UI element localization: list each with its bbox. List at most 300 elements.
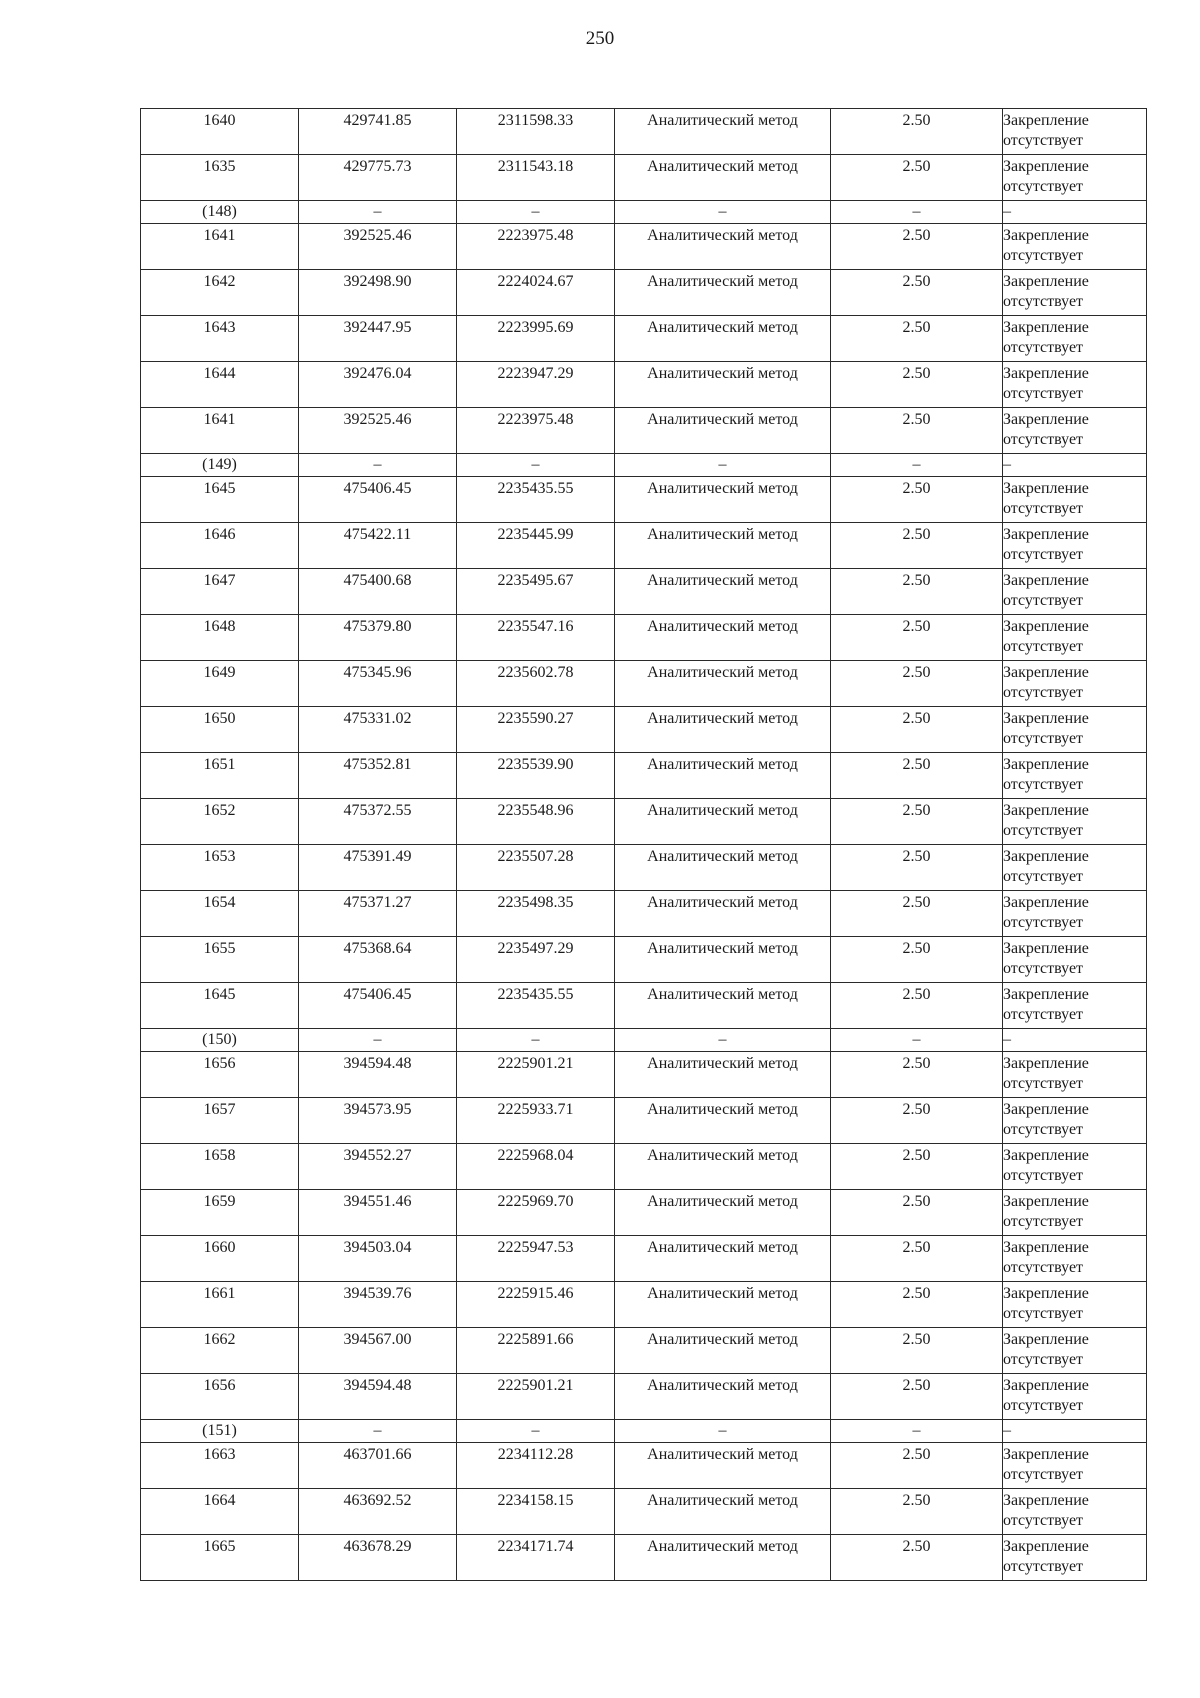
fixation-line-2: отсутствует [1003,1167,1084,1184]
coord-y-cell: 2225947.53 [457,1236,615,1282]
fixation-cell [1003,155,1147,201]
coord-y-cell: 2235495.67 [457,569,615,615]
table-row [141,155,1147,201]
fixation-line-2: отсутствует [1003,638,1084,655]
coord-x-cell: – [299,454,457,477]
fixation-line-1: Закрепление [1003,986,1089,1003]
fixation-line-1: Закрепление [1003,1055,1089,1072]
fixation-line-1: Закрепление [1003,1147,1089,1164]
fixation-line-2: отсутствует [1003,914,1084,931]
point-number-cell: 1641 [141,408,299,454]
accuracy-cell: 2.50 [831,1489,1003,1535]
fixation-cell [1003,224,1147,270]
table-row [141,983,1147,1029]
fixation-cell [1003,1029,1147,1052]
method-cell: Аналитический метод [615,937,831,983]
fixation-line-1: Закрепление [1003,940,1089,957]
table-row [141,1443,1147,1489]
method-cell: Аналитический метод [615,1190,831,1236]
fixation-cell [1003,1190,1147,1236]
point-number-cell: 1660 [141,1236,299,1282]
coord-x-cell: 463701.66 [299,1443,457,1489]
coord-x-cell: 475331.02 [299,707,457,753]
table-row [141,523,1147,569]
fixation-line-1: Закрепление [1003,1239,1089,1256]
coord-y-cell: 2224024.67 [457,270,615,316]
accuracy-cell: 2.50 [831,1374,1003,1420]
fixation-line-1: Закрепление [1003,710,1089,727]
method-cell: Аналитический метод [615,1374,831,1420]
fixation-cell [1003,201,1147,224]
point-number-cell: (150) [141,1029,299,1052]
table-row [141,937,1147,983]
accuracy-cell: 2.50 [831,1535,1003,1581]
fixation-line-2: отсутствует [1003,500,1084,517]
coord-x-cell: 429775.73 [299,155,457,201]
fixation-cell [1003,270,1147,316]
method-cell: Аналитический метод [615,1052,831,1098]
coord-y-cell: 2223975.48 [457,224,615,270]
coord-x-cell: – [299,1029,457,1052]
fixation-line-1: – [1003,1031,1011,1048]
fixation-cell [1003,477,1147,523]
accuracy-cell: 2.50 [831,408,1003,454]
point-number-cell: 1647 [141,569,299,615]
fixation-line-2: отсутствует [1003,178,1084,195]
point-number-cell: 1656 [141,1374,299,1420]
accuracy-cell: 2.50 [831,983,1003,1029]
fixation-cell [1003,1144,1147,1190]
fixation-line-1: Закрепление [1003,227,1089,244]
point-number-cell: 1653 [141,845,299,891]
fixation-line-1: Закрепление [1003,1492,1089,1509]
table-row [141,1489,1147,1535]
fixation-line-1: Закрепление [1003,112,1089,129]
fixation-cell [1003,753,1147,799]
coord-y-cell: 2225968.04 [457,1144,615,1190]
fixation-line-1: Закрепление [1003,618,1089,635]
coord-x-cell: 475422.11 [299,523,457,569]
point-number-cell: 1645 [141,477,299,523]
method-cell: Аналитический метод [615,109,831,155]
method-cell: Аналитический метод [615,661,831,707]
point-number-cell: 1658 [141,1144,299,1190]
method-cell: Аналитический метод [615,1535,831,1581]
coord-x-cell: 475406.45 [299,983,457,1029]
method-cell: Аналитический метод [615,569,831,615]
point-number-cell: 1652 [141,799,299,845]
table-row [141,661,1147,707]
accuracy-cell: 2.50 [831,477,1003,523]
accuracy-cell: 2.50 [831,799,1003,845]
coordinates-table [140,108,1147,1581]
fixation-line-2: отсутствует [1003,1466,1084,1483]
coord-x-cell: 394567.00 [299,1328,457,1374]
coord-y-cell: – [457,1029,615,1052]
fixation-line-1: Закрепление [1003,1538,1089,1555]
method-cell: – [615,1420,831,1443]
point-number-cell: (148) [141,201,299,224]
fixation-line-2: отсутствует [1003,868,1084,885]
coord-x-cell: 475372.55 [299,799,457,845]
table-row [141,1328,1147,1374]
table-row [141,224,1147,270]
fixation-cell [1003,983,1147,1029]
fixation-cell [1003,362,1147,408]
point-number-cell: 1654 [141,891,299,937]
coord-x-cell: 463692.52 [299,1489,457,1535]
fixation-cell [1003,1374,1147,1420]
coord-x-cell: 392476.04 [299,362,457,408]
method-cell: – [615,201,831,224]
accuracy-cell: 2.50 [831,224,1003,270]
accuracy-cell: 2.50 [831,1328,1003,1374]
accuracy-cell: 2.50 [831,753,1003,799]
point-number-cell: 1655 [141,937,299,983]
fixation-cell [1003,845,1147,891]
coord-y-cell: 2235547.16 [457,615,615,661]
coord-x-cell: 392525.46 [299,224,457,270]
fixation-cell [1003,661,1147,707]
method-cell: Аналитический метод [615,615,831,661]
coord-x-cell: 463678.29 [299,1535,457,1581]
coord-y-cell: 2235498.35 [457,891,615,937]
method-cell: Аналитический метод [615,845,831,891]
table-row [141,1282,1147,1328]
method-cell: Аналитический метод [615,270,831,316]
fixation-line-2: отсутствует [1003,1558,1084,1575]
coord-x-cell: 475368.64 [299,937,457,983]
coord-y-cell: 2234112.28 [457,1443,615,1489]
fixation-line-1: Закрепление [1003,1446,1089,1463]
coord-y-cell: 2235590.27 [457,707,615,753]
fixation-cell [1003,523,1147,569]
table-row [141,316,1147,362]
accuracy-cell: 2.50 [831,523,1003,569]
coord-y-cell: 2225915.46 [457,1282,615,1328]
coord-y-cell: 2235435.55 [457,983,615,1029]
accuracy-cell: 2.50 [831,1144,1003,1190]
accuracy-cell: 2.50 [831,615,1003,661]
point-number-cell: 1662 [141,1328,299,1374]
table-row [141,1052,1147,1098]
fixation-line-2: отсутствует [1003,339,1084,356]
coord-y-cell: 2223995.69 [457,316,615,362]
point-number-cell: 1656 [141,1052,299,1098]
accuracy-cell: – [831,1029,1003,1052]
table-row [141,1144,1147,1190]
fixation-line-1: – [1003,456,1011,473]
coord-x-cell: 394503.04 [299,1236,457,1282]
method-cell: Аналитический метод [615,408,831,454]
table-row [141,1190,1147,1236]
fixation-line-1: Закрепление [1003,365,1089,382]
coord-y-cell: 2225901.21 [457,1374,615,1420]
coord-y-cell: 2223975.48 [457,408,615,454]
coord-x-cell: 475345.96 [299,661,457,707]
point-number-cell: 1651 [141,753,299,799]
fixation-line-1: Закрепление [1003,802,1089,819]
table-row [141,1236,1147,1282]
fixation-line-1: Закрепление [1003,848,1089,865]
accuracy-cell: 2.50 [831,661,1003,707]
method-cell: Аналитический метод [615,1144,831,1190]
fixation-cell [1003,316,1147,362]
fixation-cell [1003,891,1147,937]
point-number-cell: (149) [141,454,299,477]
method-cell: Аналитический метод [615,983,831,1029]
accuracy-cell: – [831,454,1003,477]
coord-y-cell: – [457,201,615,224]
fixation-line-2: отсутствует [1003,1351,1084,1368]
coord-x-cell: 475379.80 [299,615,457,661]
method-cell: Аналитический метод [615,316,831,362]
fixation-cell [1003,615,1147,661]
fixation-cell [1003,569,1147,615]
table-row [141,891,1147,937]
fixation-line-2: отсутствует [1003,385,1084,402]
contour-header-row [141,201,1147,224]
accuracy-cell: 2.50 [831,316,1003,362]
method-cell: Аналитический метод [615,1282,831,1328]
method-cell: – [615,1029,831,1052]
coord-y-cell: 2235548.96 [457,799,615,845]
fixation-line-2: отсутствует [1003,1121,1084,1138]
fixation-cell [1003,408,1147,454]
coord-x-cell: 394551.46 [299,1190,457,1236]
fixation-line-1: Закрепление [1003,273,1089,290]
fixation-cell [1003,1535,1147,1581]
coord-y-cell: 2235445.99 [457,523,615,569]
table-row [141,615,1147,661]
point-number-cell: 1650 [141,707,299,753]
table-row [141,753,1147,799]
fixation-line-2: отсутствует [1003,546,1084,563]
point-number-cell: 1645 [141,983,299,1029]
coord-y-cell: 2311598.33 [457,109,615,155]
table-row [141,569,1147,615]
coord-y-cell: 2225891.66 [457,1328,615,1374]
fixation-cell [1003,1052,1147,1098]
fixation-line-1: Закрепление [1003,480,1089,497]
fixation-cell [1003,1236,1147,1282]
fixation-line-2: отсутствует [1003,730,1084,747]
accuracy-cell: 2.50 [831,707,1003,753]
coord-y-cell: 2225969.70 [457,1190,615,1236]
method-cell: Аналитический метод [615,224,831,270]
method-cell: Аналитический метод [615,362,831,408]
coord-x-cell: – [299,201,457,224]
fixation-line-1: Закрепление [1003,1193,1089,1210]
fixation-cell [1003,799,1147,845]
table-row [141,109,1147,155]
point-number-cell: 1635 [141,155,299,201]
fixation-line-2: отсутствует [1003,592,1084,609]
page-number: 250 [585,28,615,49]
table-row [141,362,1147,408]
accuracy-cell: 2.50 [831,270,1003,316]
fixation-line-2: отсутствует [1003,822,1084,839]
fixation-line-2: отсутствует [1003,431,1084,448]
method-cell: Аналитический метод [615,1328,831,1374]
fixation-cell [1003,1489,1147,1535]
fixation-line-1: Закрепление [1003,158,1089,175]
fixation-line-2: отсутствует [1003,1512,1084,1529]
coord-y-cell: 2235507.28 [457,845,615,891]
accuracy-cell: 2.50 [831,1282,1003,1328]
coord-x-cell: 475391.49 [299,845,457,891]
point-number-cell: 1641 [141,224,299,270]
fixation-line-1: Закрепление [1003,1101,1089,1118]
fixation-line-1: Закрепление [1003,664,1089,681]
fixation-cell [1003,454,1147,477]
fixation-line-2: отсутствует [1003,132,1084,149]
point-number-cell: 1643 [141,316,299,362]
point-number-cell: 1663 [141,1443,299,1489]
coord-x-cell: – [299,1420,457,1443]
point-number-cell: 1648 [141,615,299,661]
fixation-line-2: отсутствует [1003,776,1084,793]
fixation-line-2: отсутствует [1003,1213,1084,1230]
coord-x-cell: 394594.48 [299,1052,457,1098]
coord-y-cell: – [457,454,615,477]
accuracy-cell: 2.50 [831,1098,1003,1144]
point-number-cell: 1644 [141,362,299,408]
method-cell: Аналитический метод [615,1443,831,1489]
coord-y-cell: 2311543.18 [457,155,615,201]
method-cell: Аналитический метод [615,891,831,937]
fixation-line-1: Закрепление [1003,756,1089,773]
table-row [141,408,1147,454]
accuracy-cell: 2.50 [831,569,1003,615]
fixation-line-1: Закрепление [1003,572,1089,589]
accuracy-cell: 2.50 [831,155,1003,201]
contour-header-row [141,1420,1147,1443]
fixation-line-1: Закрепление [1003,319,1089,336]
point-number-cell: 1661 [141,1282,299,1328]
table-row [141,1535,1147,1581]
fixation-line-2: отсутствует [1003,247,1084,264]
fixation-line-2: отсутствует [1003,1397,1084,1414]
method-cell: Аналитический метод [615,799,831,845]
fixation-line-2: отсутствует [1003,1259,1084,1276]
accuracy-cell: 2.50 [831,1443,1003,1489]
coord-y-cell: 2223947.29 [457,362,615,408]
coord-x-cell: 394552.27 [299,1144,457,1190]
coordinates-table-body [141,109,1147,1581]
contour-header-row [141,1029,1147,1052]
fixation-cell [1003,937,1147,983]
table-row [141,707,1147,753]
coord-y-cell: 2225901.21 [457,1052,615,1098]
method-cell: Аналитический метод [615,707,831,753]
accuracy-cell: 2.50 [831,1052,1003,1098]
fixation-line-2: отсутствует [1003,1075,1084,1092]
point-number-cell: 1649 [141,661,299,707]
table-row [141,477,1147,523]
coord-x-cell: 475406.45 [299,477,457,523]
table-row [141,1374,1147,1420]
method-cell: Аналитический метод [615,477,831,523]
fixation-line-2: отсутствует [1003,1006,1084,1023]
point-number-cell: (151) [141,1420,299,1443]
coord-x-cell: 475352.81 [299,753,457,799]
coord-y-cell: 2235602.78 [457,661,615,707]
fixation-cell [1003,109,1147,155]
point-number-cell: 1664 [141,1489,299,1535]
method-cell: – [615,454,831,477]
coord-x-cell: 392525.46 [299,408,457,454]
coord-x-cell: 475371.27 [299,891,457,937]
point-number-cell: 1665 [141,1535,299,1581]
accuracy-cell: 2.50 [831,109,1003,155]
fixation-cell [1003,1282,1147,1328]
fixation-line-2: отсутствует [1003,1305,1084,1322]
fixation-line-1: – [1003,203,1011,220]
coord-y-cell: 2234171.74 [457,1535,615,1581]
method-cell: Аналитический метод [615,155,831,201]
fixation-line-1: Закрепление [1003,526,1089,543]
method-cell: Аналитический метод [615,523,831,569]
table-row [141,270,1147,316]
accuracy-cell: 2.50 [831,845,1003,891]
method-cell: Аналитический метод [615,1489,831,1535]
contour-header-row [141,454,1147,477]
method-cell: Аналитический метод [615,1098,831,1144]
coord-y-cell: 2235539.90 [457,753,615,799]
fixation-cell [1003,1420,1147,1443]
point-number-cell: 1640 [141,109,299,155]
accuracy-cell: 2.50 [831,1236,1003,1282]
fixation-cell [1003,1328,1147,1374]
fixation-line-1: Закрепление [1003,1331,1089,1348]
fixation-line-1: – [1003,1422,1011,1439]
coord-y-cell: 2235497.29 [457,937,615,983]
fixation-line-1: Закрепление [1003,894,1089,911]
coord-x-cell: 394539.76 [299,1282,457,1328]
fixation-line-2: отсутствует [1003,293,1084,310]
coord-x-cell: 429741.85 [299,109,457,155]
accuracy-cell: – [831,201,1003,224]
coord-y-cell: 2225933.71 [457,1098,615,1144]
fixation-cell [1003,1443,1147,1489]
coord-x-cell: 475400.68 [299,569,457,615]
point-number-cell: 1659 [141,1190,299,1236]
accuracy-cell: 2.50 [831,937,1003,983]
coord-x-cell: 392498.90 [299,270,457,316]
table-row [141,845,1147,891]
coord-x-cell: 392447.95 [299,316,457,362]
fixation-line-1: Закрепление [1003,1285,1089,1302]
fixation-cell [1003,1098,1147,1144]
table-row [141,799,1147,845]
accuracy-cell: – [831,1420,1003,1443]
coord-y-cell: 2235435.55 [457,477,615,523]
table-row [141,1098,1147,1144]
fixation-line-2: отсутствует [1003,960,1084,977]
point-number-cell: 1642 [141,270,299,316]
fixation-line-1: Закрепление [1003,1377,1089,1394]
coord-y-cell: – [457,1420,615,1443]
accuracy-cell: 2.50 [831,1190,1003,1236]
fixation-line-2: отсутствует [1003,684,1084,701]
coord-x-cell: 394573.95 [299,1098,457,1144]
point-number-cell: 1657 [141,1098,299,1144]
point-number-cell: 1646 [141,523,299,569]
coord-x-cell: 394594.48 [299,1374,457,1420]
method-cell: Аналитический метод [615,1236,831,1282]
accuracy-cell: 2.50 [831,891,1003,937]
